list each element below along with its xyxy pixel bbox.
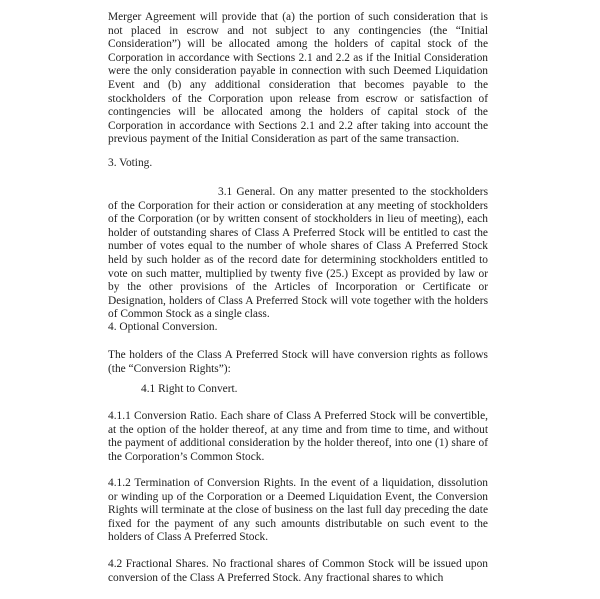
section-3-1-general-paragraph: 3.1 General. On any matter presented to the stockholders of the Corporation for their action or consideration at any meeting of stockholders of the Corporation (or by written consent of stockholders in lieu of meeting), each holder of outstanding shares of Class A Preferred Stock will be entitled to cast the number of votes equal to the number of whole shares of Class A Preferred Stock held by such holder as of the record date for determining stockholders entitled to vote on such matter, multiplied by twenty five (25.) Except as provided by law or by the other provisions of the Articles of Incorporation or Certificate or Designation, holders of Class A Preferred Stock will vote together with the holders of Common Stock as a single class.	[108, 186, 488, 321]
section-4-2-fractional-shares-paragraph: 4.2 Fractional Shares. No fractional shares of Common Stock will be issued upon conversion of the Class A Preferred Stock. Any fractional shares to which	[108, 558, 488, 584]
section-4-optional-conversion-heading: 4. Optional Conversion.	[108, 321, 218, 333]
section-4-1-2-termination-paragraph: 4.1.2 Termination of Conversion Rights. In the event of a liquidation, dissolution or winding up of the Corporation or a Deemed Liquidation Event, the Conversion Rights will terminate at the close of business on the last full day preceding the date fixed for the payment of any such amounts distributable on such event to the holders of Class A Preferred Stock.	[108, 477, 488, 544]
section-3-voting-heading: 3. Voting.	[108, 157, 153, 169]
section-4-1-1-conversion-ratio-paragraph: 4.1.1 Conversion Ratio. Each share of Class A Preferred Stock will be convertible, at the option of the holder thereof, at any time and from time to time, and without the payment of additional consideration by the holder thereof, into one (1) share of the Corporation’s Common Stock.	[108, 410, 488, 463]
merger-agreement-paragraph: Merger Agreement will provide that (a) the portion of such consideration that is not placed in escrow and not subject to any contingencies (the “Initial Consideration”) will be allocated among the holders of capital stock of the Corporation in accordance with Sections 2.1 and 2.2 as if the Initial Consideration were the only consideration payable in connection with such Deemed Liquidation Event and (b) any additional consideration that becomes payable to the stockholders of the Corporation upon release from escrow or satisfaction of contingencies will be allocated among the holders of capital stock of the Corporation in accordance with Sections 2.1 and 2.2 after taking into account the previous payment of the Initial Consideration as part of the same transaction.	[108, 11, 488, 146]
section-4-1-right-to-convert-heading: 4.1 Right to Convert.	[141, 383, 238, 395]
section-4-intro-paragraph: The holders of the Class A Preferred Stock will have conversion rights as follows (the “Conversion Rights”):	[108, 349, 488, 375]
